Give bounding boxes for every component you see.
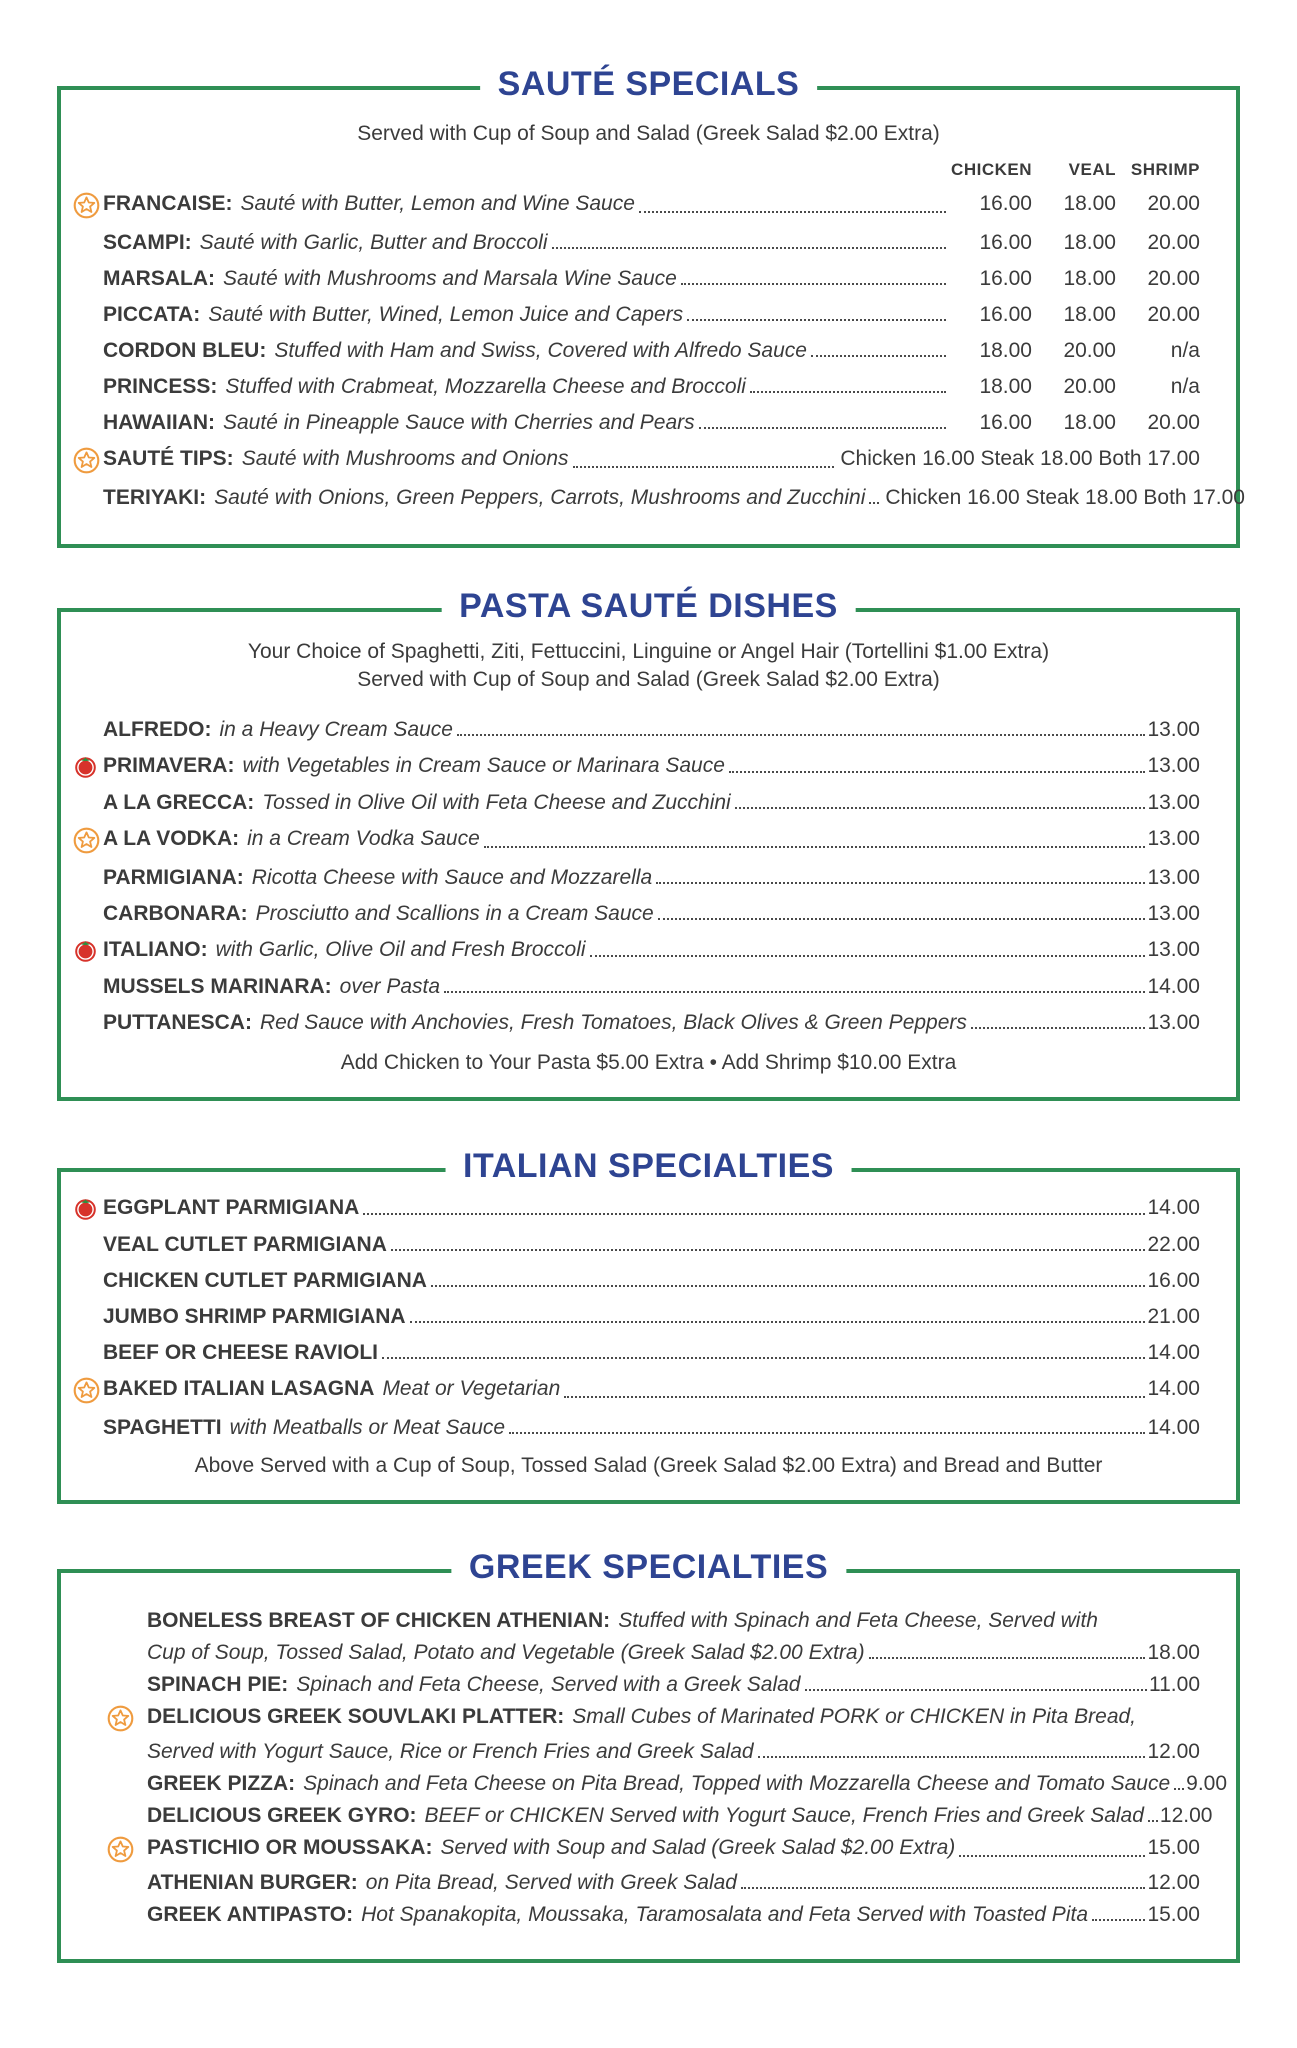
- item-name: SCAMPI:: [103, 231, 192, 254]
- star-icon: [107, 1836, 134, 1863]
- dot-leader: [729, 771, 1146, 773]
- section-title: PASTA SAUTÉ DISHES: [441, 587, 856, 626]
- dot-leader: [656, 882, 1145, 884]
- item-price: 13.00: [1147, 1011, 1200, 1034]
- dot-leader: [811, 355, 946, 357]
- menu-item-piccata: [73, 303, 1200, 327]
- menu-item-greek-gyro: [107, 1804, 1213, 1828]
- item-description: with Vegetables in Cream Sauce or Marinara Sauce: [242, 754, 725, 777]
- icon-gutter: [73, 827, 103, 854]
- item-name: SPINACH PIE:: [147, 1673, 289, 1696]
- menu-item-eggplant-parmigiana: [73, 1196, 1200, 1221]
- item-price: 13.00: [1147, 791, 1200, 814]
- section-pasta-saute-dishes: [57, 587, 1240, 1101]
- tomato-icon: [73, 938, 98, 963]
- item-description: Sauté with Butter, Wined, Lemon Juice and Capers: [208, 303, 684, 326]
- menu-item-spaghetti: [73, 1416, 1200, 1440]
- menu-item-princess: [73, 375, 1200, 399]
- item-description: Prosciutto and Scallions in a Cream Sauce: [255, 902, 654, 925]
- section-saute-specials: [57, 65, 1245, 548]
- dot-leader: [590, 955, 1146, 957]
- price-options: Chicken 16.00 Steak 18.00 Both 17.00: [885, 486, 1245, 509]
- menu-item-beef-or-cheese-ravioli: [73, 1341, 1200, 1365]
- price-chicken: 16.00: [979, 192, 1032, 215]
- column-shrimp: SHRIMP: [1130, 160, 1200, 179]
- item-name: GREEK PIZZA:: [147, 1772, 296, 1795]
- item-description: Stuffed with Spinach and Feta Cheese, Served with: [618, 1609, 1098, 1632]
- menu-item-jumbo-shrimp-parmigiana: [73, 1305, 1200, 1329]
- menu-item-chicken-athenian: [107, 1609, 1200, 1633]
- item-price: 12.00: [1147, 1871, 1200, 1894]
- item-description: Tossed in Olive Oil with Feta Cheese and Zucchini: [262, 791, 731, 814]
- menu-item-athenian-burger: [107, 1871, 1200, 1895]
- item-name: FRANCAISE:: [103, 192, 233, 215]
- price-shrimp: n/a: [1170, 375, 1200, 398]
- menu-item-hawaiian: [73, 411, 1200, 435]
- menu-item-spinach-pie: [107, 1673, 1200, 1697]
- item-price: 21.00: [1147, 1305, 1200, 1328]
- star-icon: [73, 447, 100, 474]
- dot-leader: [363, 1213, 1145, 1215]
- item-price: 12.00: [1147, 1740, 1200, 1763]
- menu-item-francaise: [73, 192, 1200, 219]
- section-footer-note: Above Served with a Cup of Soup, Tossed Salad (Greek Salad $2.00 Extra) and Bread and Butter: [194, 1454, 1103, 1477]
- price-veal: 18.00: [1063, 192, 1116, 215]
- item-price: 13.00: [1147, 902, 1200, 925]
- item-price: 13.00: [1147, 827, 1200, 850]
- dot-leader: [444, 991, 1145, 993]
- dot-leader: [971, 1027, 1146, 1029]
- menu-item-cordon-bleu: [73, 339, 1200, 363]
- item-description: Stuffed with Ham and Swiss, Covered with Alfredo Sauce: [274, 339, 807, 362]
- icon-gutter: [107, 1836, 147, 1863]
- menu-item-scampi: [73, 231, 1200, 255]
- item-price: 14.00: [1147, 1341, 1200, 1364]
- star-icon: [73, 192, 100, 219]
- item-description: Small Cubes of Marinated PORK or CHICKEN in Pita Bread,: [572, 1705, 1137, 1728]
- item-price: 16.00: [1147, 1269, 1200, 1292]
- dot-leader: [741, 1887, 1145, 1889]
- column-chicken: CHICKEN: [951, 160, 1032, 179]
- menu-item-greek-antipasto: [107, 1903, 1200, 1927]
- menu-item-baked-italian-lasagna: [73, 1377, 1200, 1404]
- column-veal: VEAL: [1068, 160, 1116, 179]
- icon-gutter: [73, 192, 103, 219]
- dot-leader: [869, 1657, 1146, 1659]
- item-description-line2: Cup of Soup, Tossed Salad, Potato and Vegetable (Greek Salad $2.00 Extra): [147, 1641, 865, 1664]
- price-chicken: 16.00: [979, 303, 1032, 326]
- star-icon: [73, 827, 100, 854]
- price-chicken: 16.00: [979, 411, 1032, 434]
- menu-item-teriyaki: [73, 486, 1245, 510]
- item-name: BONELESS BREAST OF CHICKEN ATHENIAN:: [147, 1609, 611, 1632]
- dot-leader: [391, 1249, 1146, 1251]
- menu-item-greek-pizza: [107, 1772, 1228, 1796]
- item-description: Sauté with Butter, Lemon and Wine Sauce: [240, 192, 635, 215]
- menu-item-souvlaki-platter-continued: [107, 1740, 1200, 1764]
- item-description-line2: Served with Yogurt Sauce, Rice or French Fries and Greek Salad: [147, 1740, 754, 1763]
- menu-item-mussels-marinara: [73, 975, 1200, 999]
- item-name: PRINCESS:: [103, 375, 218, 398]
- item-name: GREEK ANTIPASTO:: [147, 1903, 354, 1926]
- item-price: 15.00: [1147, 1836, 1200, 1859]
- price-shrimp: 20.00: [1147, 192, 1200, 215]
- dot-leader: [509, 1432, 1145, 1434]
- item-description: Red Sauce with Anchovies, Fresh Tomatoes, Black Olives & Green Peppers: [259, 1011, 967, 1034]
- icon-gutter: [73, 1196, 103, 1221]
- section-subtitle: Served with Cup of Soup and Salad (Greek Salad $2.00 Extra): [357, 122, 940, 145]
- item-name: HAWAIIAN:: [103, 411, 215, 434]
- price-options: Chicken 16.00 Steak 18.00 Both 17.00: [840, 447, 1200, 470]
- item-name: CORDON BLEU:: [103, 339, 267, 362]
- item-description: Sauté in Pineapple Sauce with Cherries and Pears: [223, 411, 695, 434]
- item-description: Stuffed with Crabmeat, Mozzarella Cheese and Broccoli: [225, 375, 746, 398]
- dot-leader: [457, 734, 1145, 736]
- price-shrimp: 20.00: [1147, 231, 1200, 254]
- menu-item-chicken-athenian-continued: [107, 1641, 1200, 1665]
- item-price: 13.00: [1147, 866, 1200, 889]
- menu-item-souvlaki-platter: [107, 1705, 1200, 1732]
- dot-leader: [1148, 1820, 1158, 1822]
- item-name: VEAL CUTLET PARMIGIANA: [103, 1233, 387, 1256]
- dot-leader: [639, 211, 946, 213]
- section-greek-specialties: [57, 1548, 1240, 1963]
- item-name: PRIMAVERA:: [103, 754, 235, 777]
- icon-gutter: [73, 754, 103, 779]
- item-name: MUSSELS MARINARA:: [103, 975, 332, 998]
- item-description: Meat or Vegetarian: [382, 1377, 561, 1400]
- dot-leader: [382, 1357, 1145, 1359]
- item-name: MARSALA:: [103, 267, 215, 290]
- item-description: Hot Spanakopita, Moussaka, Taramosalata and Feta Served with Toasted Pita: [361, 1903, 1088, 1926]
- item-name: ATHENIAN BURGER:: [147, 1871, 358, 1894]
- price-columns-header: [73, 160, 1200, 180]
- icon-gutter: [73, 1377, 103, 1404]
- item-name: BAKED ITALIAN LASAGNA: [103, 1377, 375, 1400]
- dot-leader: [959, 1855, 1145, 1857]
- section-title: GREEK SPECIALTIES: [451, 1548, 846, 1587]
- dot-leader: [687, 319, 946, 321]
- section-title: SAUTÉ SPECIALS: [480, 65, 818, 104]
- price-veal: 18.00: [1063, 411, 1116, 434]
- item-name: ALFREDO:: [103, 718, 212, 741]
- item-description: with Meatballs or Meat Sauce: [229, 1416, 506, 1439]
- section-footer-note: Add Chicken to Your Pasta $5.00 Extra • Add Shrimp $10.00 Extra: [340, 1051, 957, 1074]
- price-shrimp: 20.00: [1147, 303, 1200, 326]
- item-name: CHICKEN CUTLET PARMIGIANA: [103, 1269, 427, 1292]
- item-description: Spinach and Feta Cheese, Served with a Greek Salad: [296, 1673, 801, 1696]
- menu-item-parmigiana: [73, 866, 1200, 890]
- item-price: 9.00: [1186, 1772, 1228, 1795]
- price-veal: 18.00: [1063, 303, 1116, 326]
- item-price: 15.00: [1147, 1903, 1200, 1926]
- item-name: DELICIOUS GREEK SOUVLAKI PLATTER:: [147, 1705, 565, 1728]
- item-price: 12.00: [1159, 1804, 1213, 1827]
- price-veal: 18.00: [1063, 231, 1116, 254]
- section-subtitle-line1: Your Choice of Spaghetti, Ziti, Fettuccini, Linguine or Angel Hair (Tortellini $1.00 Extra): [247, 640, 1050, 663]
- price-shrimp: 20.00: [1147, 267, 1200, 290]
- item-description: on Pita Bread, Served with Greek Salad: [365, 1871, 737, 1894]
- item-description: with Garlic, Olive Oil and Fresh Broccoli: [215, 938, 586, 961]
- item-description: Sauté with Mushrooms and Onions: [241, 447, 569, 470]
- item-price: 14.00: [1147, 1416, 1200, 1439]
- menu-item-a-la-vodka: [73, 827, 1200, 854]
- item-name: A LA GRECCA:: [103, 791, 255, 814]
- item-name: PARMIGIANA:: [103, 866, 244, 889]
- price-chicken: 18.00: [979, 339, 1032, 362]
- item-description: Sauté with Garlic, Butter and Broccoli: [199, 231, 548, 254]
- item-description: Ricotta Cheese with Sauce and Mozzarella: [251, 866, 653, 889]
- menu-item-veal-cutlet-parmigiana: [73, 1233, 1200, 1257]
- menu-item-alfredo: [73, 718, 1200, 742]
- menu-item-puttanesca: [73, 1011, 1200, 1035]
- dot-leader: [869, 502, 879, 504]
- menu-item-saute-tips: [73, 447, 1200, 474]
- dot-leader: [1092, 1919, 1145, 1921]
- item-price: 22.00: [1147, 1233, 1200, 1256]
- item-description: in a Heavy Cream Sauce: [219, 718, 453, 741]
- item-description: Served with Soup and Salad (Greek Salad $2.00 Extra): [440, 1836, 956, 1859]
- item-name: SAUTÉ TIPS:: [103, 447, 234, 470]
- item-price: 14.00: [1147, 975, 1200, 998]
- item-name: PICCATA:: [103, 303, 201, 326]
- item-price: 18.00: [1147, 1641, 1200, 1664]
- dot-leader: [573, 466, 835, 468]
- dot-leader: [484, 846, 1146, 848]
- item-price: 14.00: [1147, 1377, 1200, 1400]
- section-italian-specialties: [57, 1147, 1240, 1504]
- dot-leader: [750, 391, 946, 393]
- icon-gutter: [73, 447, 103, 474]
- section-subtitle-line2: Served with Cup of Soup and Salad (Greek Salad $2.00 Extra): [357, 668, 940, 691]
- item-name: CARBONARA:: [103, 902, 248, 925]
- icon-gutter: [107, 1705, 147, 1732]
- dot-leader: [735, 807, 1146, 809]
- menu-item-primavera: [73, 754, 1200, 779]
- dot-leader: [564, 1396, 1145, 1398]
- price-chicken: 18.00: [979, 375, 1032, 398]
- price-veal: 18.00: [1063, 267, 1116, 290]
- menu-item-a-la-grecca: [73, 791, 1200, 815]
- item-name: JUMBO SHRIMP PARMIGIANA: [103, 1305, 406, 1328]
- dot-leader: [1174, 1788, 1184, 1790]
- item-name: BEEF OR CHEESE RAVIOLI: [103, 1341, 378, 1364]
- item-name: TERIYAKI:: [103, 486, 207, 509]
- item-name: EGGPLANT PARMIGIANA: [103, 1196, 360, 1219]
- dot-leader: [758, 1756, 1146, 1758]
- item-price: 13.00: [1147, 718, 1200, 741]
- item-description: Spinach and Feta Cheese on Pita Bread, Topped with Mozzarella Cheese and Tomato Sauce: [303, 1772, 1171, 1795]
- star-icon: [107, 1705, 134, 1732]
- section-title: ITALIAN SPECIALTIES: [445, 1147, 852, 1186]
- price-shrimp: 20.00: [1147, 411, 1200, 434]
- price-chicken: 16.00: [979, 267, 1032, 290]
- item-price: 14.00: [1147, 1196, 1200, 1219]
- item-name: SPAGHETTI: [103, 1416, 222, 1439]
- item-name: A LA VODKA:: [103, 827, 240, 850]
- item-name: ITALIANO:: [103, 938, 208, 961]
- item-description: Sauté with Onions, Green Peppers, Carrots, Mushrooms and Zucchini: [214, 486, 866, 509]
- menu-item-carbonara: [73, 902, 1200, 926]
- item-name: PASTICHIO OR MOUSSAKA:: [147, 1836, 433, 1859]
- tomato-icon: [73, 1196, 98, 1221]
- icon-gutter: [73, 938, 103, 963]
- item-price: 13.00: [1147, 754, 1200, 777]
- dot-leader: [410, 1321, 1146, 1323]
- price-veal: 20.00: [1063, 375, 1116, 398]
- item-price: 13.00: [1147, 938, 1200, 961]
- menu-item-italiano: [73, 938, 1200, 963]
- dot-leader: [552, 247, 947, 249]
- menu-item-marsala: [73, 267, 1200, 291]
- item-description: over Pasta: [339, 975, 441, 998]
- dot-leader: [431, 1285, 1146, 1287]
- dot-leader: [805, 1689, 1148, 1691]
- item-description: BEEF or CHICKEN Served with Yogurt Sauce, French Fries and Greek Salad: [424, 1804, 1144, 1827]
- dot-leader: [681, 283, 946, 285]
- item-name: DELICIOUS GREEK GYRO:: [147, 1804, 417, 1827]
- item-price: 11.00: [1149, 1673, 1200, 1696]
- tomato-icon: [73, 754, 98, 779]
- price-veal: 20.00: [1063, 339, 1116, 362]
- price-chicken: 16.00: [979, 231, 1032, 254]
- dot-leader: [658, 918, 1146, 920]
- star-icon: [73, 1377, 100, 1404]
- dot-leader: [699, 427, 946, 429]
- menu-item-pastichio-or-moussaka: [107, 1836, 1200, 1863]
- menu-item-chicken-cutlet-parmigiana: [73, 1269, 1200, 1293]
- item-description: in a Cream Vodka Sauce: [247, 827, 480, 850]
- price-shrimp: n/a: [1170, 339, 1200, 362]
- item-description: Sauté with Mushrooms and Marsala Wine Sauce: [222, 267, 677, 290]
- item-name: PUTTANESCA:: [103, 1011, 252, 1034]
